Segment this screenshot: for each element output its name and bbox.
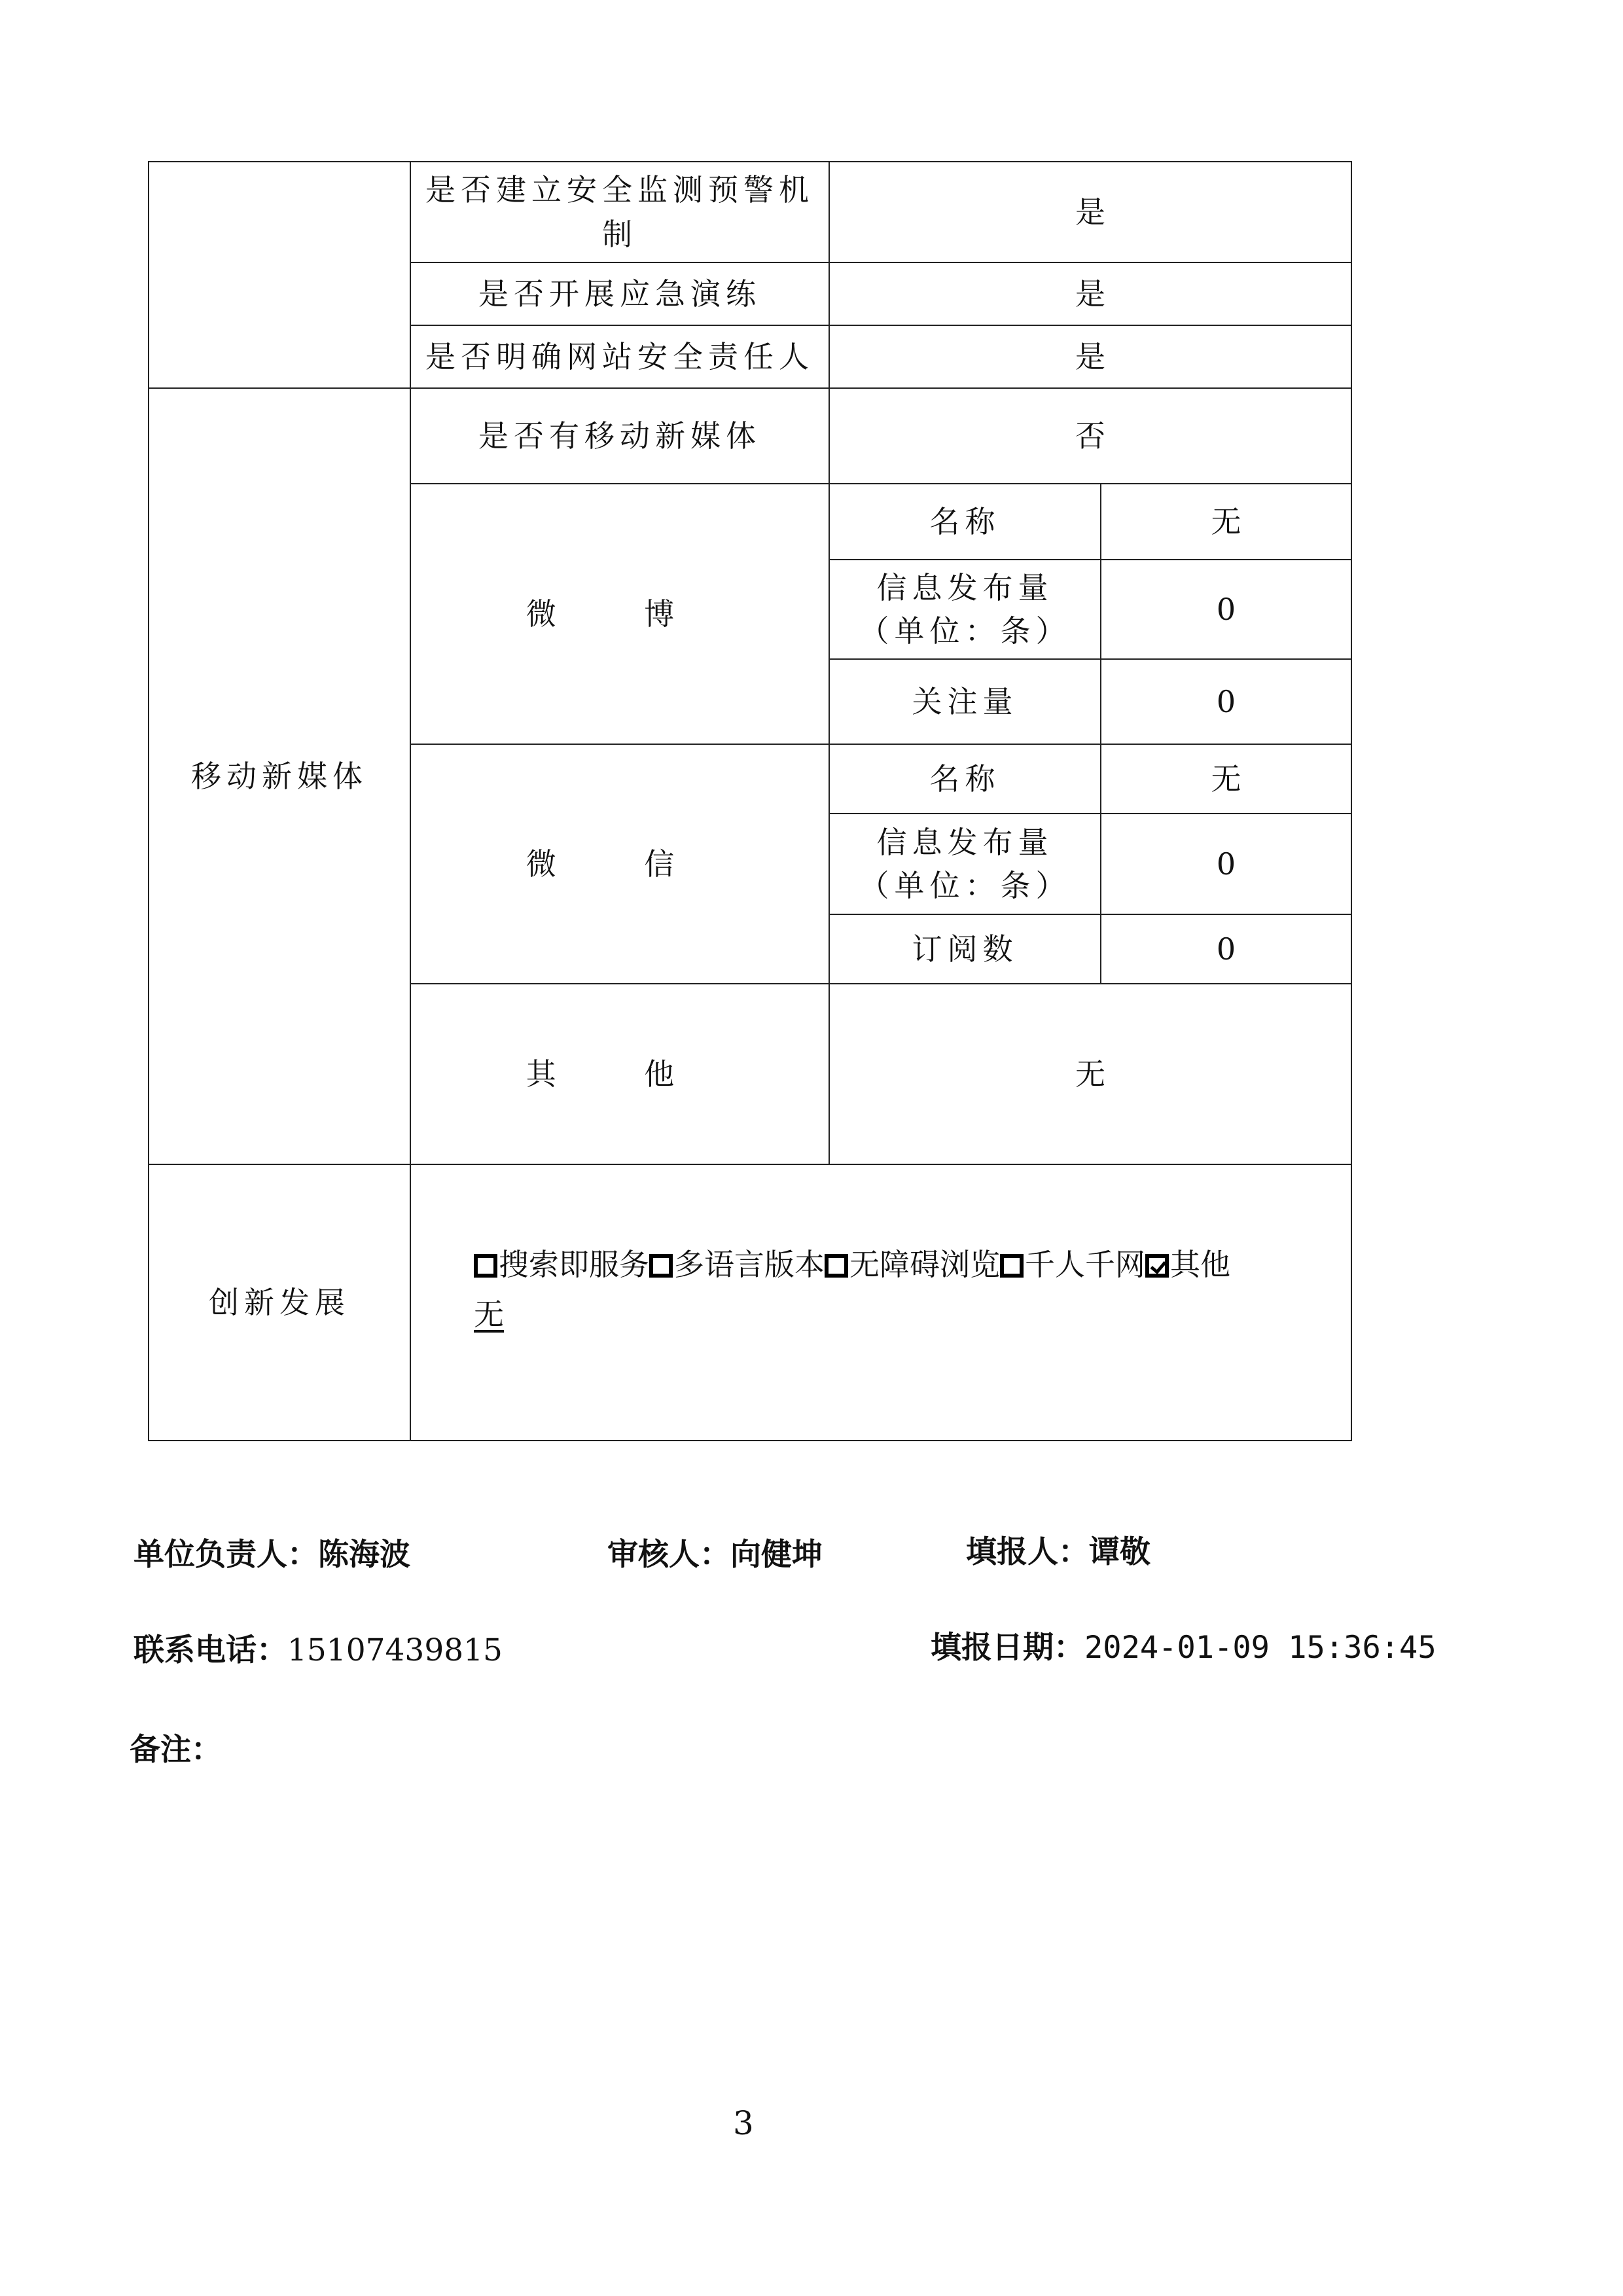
has-mobile-label: 是否有移动新媒体 [410, 388, 829, 484]
weibo-name-value: 无 [1101, 484, 1351, 560]
phone [134, 1626, 503, 1670]
filler-value: 谭敬 [1089, 1534, 1150, 1570]
wechat-name-label: 名称 [829, 744, 1101, 814]
unit-head-value: 陈海波 [318, 1537, 410, 1573]
security-row-value: 是 [829, 162, 1351, 262]
page-number: 3 [733, 2104, 754, 2142]
option-personalized[interactable]: 千人千网 [1000, 1247, 1145, 1282]
wechat-posts-label [829, 814, 1101, 914]
wechat-subs-label: 订阅数 [829, 914, 1101, 984]
has-mobile-value: 否 [829, 388, 1351, 484]
innovation-other-text: 无 [474, 1297, 504, 1332]
wechat-name-value: 无 [1101, 744, 1351, 814]
checkbox-unchecked-icon[interactable] [825, 1254, 848, 1278]
weibo-posts-label-line2: （单位：条） [859, 613, 1071, 649]
option-accessibility[interactable]: 无障碍浏览 [825, 1247, 1000, 1282]
checkbox-checked-icon[interactable] [1145, 1254, 1169, 1278]
fill-date-value: 2024-01-09 15:36:45 [1084, 1630, 1436, 1666]
checkbox-unchecked-icon[interactable] [1000, 1254, 1024, 1278]
security-row-label: 是否建立安全监测预警机制 [410, 162, 829, 262]
security-row-value: 是 [829, 325, 1351, 388]
innovation-options [410, 1164, 1351, 1441]
reviewer-label: 审核人： [607, 1537, 730, 1573]
weibo-posts-value: 0 [1101, 560, 1351, 659]
checkbox-unchecked-icon[interactable] [649, 1254, 673, 1278]
wechat-posts-label-line2: （单位：条） [859, 868, 1071, 903]
option-multilingual[interactable]: 多语言版本 [649, 1247, 825, 1282]
website-report-table [148, 161, 1352, 1441]
weibo-posts-label-line1: 信息发布量 [876, 570, 1054, 605]
innovation-section-label: 创新发展 [149, 1164, 410, 1441]
checkbox-unchecked-icon[interactable] [474, 1254, 497, 1278]
fill-date-label: 填报日期： [931, 1630, 1084, 1666]
wechat-label: 微 信 [410, 744, 829, 984]
security-row-label: 是否开展应急演练 [410, 262, 829, 325]
remark-label: 备注： [130, 1732, 222, 1768]
phone-value: 15107439815 [287, 1632, 503, 1668]
phone-label: 联系电话： [134, 1632, 287, 1668]
security-row-label: 是否明确网站安全责任人 [410, 325, 829, 388]
filler-label: 填报人： [966, 1534, 1089, 1570]
other-label: 其 他 [410, 984, 829, 1164]
unit-head-label: 单位负责人： [134, 1537, 318, 1573]
fill-date [931, 1623, 1436, 1667]
weibo-label: 微 博 [410, 484, 829, 744]
option-other[interactable]: 其他 [1145, 1247, 1230, 1282]
security-row [149, 162, 1351, 262]
filler [966, 1528, 1150, 1571]
weibo-posts-label [829, 560, 1101, 659]
option-search-service[interactable]: 搜索即服务 [474, 1247, 649, 1282]
security-row-value: 是 [829, 262, 1351, 325]
mobile-section-label: 移动新媒体 [149, 388, 410, 1164]
other-value: 无 [829, 984, 1351, 1164]
wechat-posts-label-line1: 信息发布量 [876, 825, 1054, 860]
weibo-follow-value: 0 [1101, 659, 1351, 744]
weibo-follow-label: 关注量 [829, 659, 1101, 744]
security-section-cell [149, 162, 410, 388]
reviewer-value: 向健坤 [730, 1537, 823, 1573]
innovation-row [149, 1164, 1351, 1441]
wechat-posts-value: 0 [1101, 814, 1351, 914]
unit-head [134, 1530, 410, 1574]
remark [130, 1725, 222, 1769]
weibo-name-label: 名称 [829, 484, 1101, 560]
has-mobile-row [149, 388, 1351, 484]
wechat-subs-value: 0 [1101, 914, 1351, 984]
reviewer [607, 1530, 823, 1574]
